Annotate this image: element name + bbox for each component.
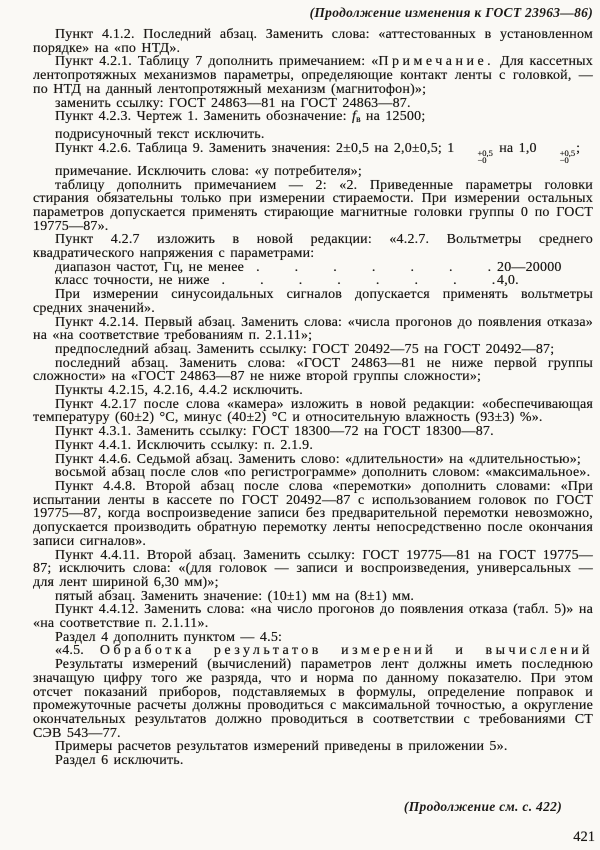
paragraph (33, 480, 593, 549)
text-column (33, 6, 593, 768)
page-number: 421 (573, 829, 595, 845)
text-run: Результаты измерений (вычислений) параметров лент должны иметь последнюю значащую цифру того же разряда, что и норма по данному показателю. При этом отсчет показаний приборов, подставляемых в формулы, определение поправок и промежуточные расчеты должны проводиться с максимальной точностью, а округление окончательных результатов должно проводиться в соответствии с требованиями СТ СЭВ 543—77. (33, 657, 593, 741)
text-run: Обработка результатов измерений и вычислений (99, 643, 593, 659)
leader-line (33, 261, 593, 275)
text-run: подрисуночный текст исключить. (55, 126, 265, 142)
paragraph (33, 425, 593, 439)
text-run: Пункты 4.2.15, 4.2.16, 4.4.2 исключить. (55, 383, 303, 399)
running-header: (Продолжение изменения к ГОСТ 23963—86) (309, 5, 593, 20)
paragraph (33, 740, 593, 754)
continuation-note: (Продолжение см. с. 422) (403, 799, 562, 814)
text-run: Пункт 4.2.6. Таблица 9. Заменить значения: 2±0,5 на 2,0±0,5; 1 (55, 140, 455, 156)
text-run: Пункт 4.4.6. Седьмой абзац. Заменить слово: «длительности» на «длительностью»; (55, 451, 581, 467)
text-run: ; (576, 140, 581, 156)
text-run: пятый абзац. Заменить значение: (10±1) мм на (8±1) мм. (55, 588, 415, 604)
text-run: Примеры расчетов результатов измерений приведены в приложении 5». (55, 739, 508, 755)
text-run: Пункт 4.1.2. Последний абзац. Заменить слова: «аттестованных в установленном порядке» на «по НТД». (33, 27, 593, 56)
paragraph (33, 384, 593, 398)
paragraph (33, 754, 593, 768)
text-run: f (352, 109, 357, 125)
leader-label: класс точности, не ниже (55, 273, 210, 289)
paragraph (33, 110, 593, 128)
text-run: Для кассетных лентопротяжных механизмов параметры, определяющие контакт ленты с головкой, — по НТД на данный лентопротяжный механизм (магнитофон)»; (33, 54, 593, 97)
text-run: Пункт 4.2.3. Чертеж 1. Заменить обозначение: (55, 109, 353, 125)
tolerance-stack: +0,5 −0 (559, 147, 576, 166)
paragraph (33, 55, 593, 96)
paragraph (33, 439, 593, 453)
text-run: последний абзац. Заменить слова: «ГОСТ 24863—81 не ниже первой группы сложности» на «ГОСТ 24863—87 не ниже второй группы сложности»; (33, 355, 593, 385)
text-run: Пункт 4.2.17 после слова «камера» изложить в новой редакции: «обеспечивающая температуру (60±2) °С, минус (40±2) °С и относительную влажность (93±3) %». (33, 396, 593, 426)
text-run: Раздел 6 исключить. (55, 753, 184, 769)
text-run: Раздел 4 дополнить пунктом — 4.5: (55, 629, 283, 645)
paragraph (33, 658, 593, 740)
text-run: Примечание. (378, 54, 495, 70)
text-run: Пункт 4.4.12. Заменить слова: «на число прогонов до появления отказа (табл. 5)» на «на соответствие п. 2.1.11». (33, 602, 593, 632)
text-run: «4.5. (55, 643, 100, 659)
leader-value: 20—20000 (497, 259, 562, 275)
leader-line (33, 274, 593, 288)
text-run: предпоследний абзац. Заменить ссылку: ГОСТ 20492—75 на ГОСТ 20492—87; (55, 341, 555, 357)
paragraph (33, 466, 593, 480)
text-run: Пункт 4.4.8. Второй абзац после слова «перемотки» дополнить словами: «При испытании ленты в кассете по ГОСТ 20492—87 с использованием головок по ГОСТ 19775—87, когда воспроизведение записи без предварительной перемотки невозможно, допускается производить обратную перемотку ленты непосредственно после окончания записи сигналов». (33, 478, 593, 549)
paragraph (33, 549, 593, 590)
dot-leader (210, 274, 498, 288)
paragraph (33, 316, 593, 343)
paragraph (33, 343, 593, 357)
text-run: таблицу дополнить примечанием — 2: «2. Приведенные параметры головки стирания обязательны только при измерении стираемости. При измерении остальных параметров допускается применять стирающие магнитные головки группы 0 по ГОСТ 19775—87». (33, 177, 593, 234)
text-run: на 12500; (360, 109, 426, 125)
paragraph (33, 233, 593, 260)
text-run: Пункт 4.2.1. Таблицу 7 дополнить примечанием: « (55, 54, 379, 70)
text-run: на 1,0 (493, 140, 537, 156)
paragraph (33, 398, 593, 425)
paragraph (33, 165, 593, 179)
text-run: в (356, 115, 361, 126)
paragraph (33, 142, 593, 165)
paragraph (33, 288, 593, 315)
paragraph (33, 179, 593, 234)
text-run: восьмой абзац после слов «по регистрограмме» дополнить словом: «максимальное». (55, 465, 591, 481)
paragraph (33, 128, 593, 142)
text-run: Пункт 4.4.11. Второй абзац. Заменить ссылку: ГОСТ 19775—81 на ГОСТ 19775—87; исключить слова: «(для головок — записи и воспроизведения, универсальных — для лент шириной 6,30 мм)»; (33, 547, 593, 590)
text-run: Пункт 4.3.1. Заменить ссылку: ГОСТ 18300—72 на ГОСТ 18300—87. (55, 424, 494, 440)
dot-leader (244, 261, 497, 275)
paragraph (33, 357, 593, 384)
text-run: Пункт 4.2.14. Первый абзац. Заменить слова: «числа прогонов до появления отказа» на «на соответствие требованиям п. 2.1.11»; (33, 314, 593, 344)
text-run: Пункт 4.4.1. Исключить ссылку: п. 2.1.9. (55, 437, 314, 453)
paragraph (33, 28, 593, 55)
text-run: примечание. Исключить слова: «у потребителя»; (55, 163, 362, 179)
leader-value: 4,0. (497, 273, 519, 289)
tolerance-stack: +0,5 −0 (477, 147, 493, 166)
document-body (33, 28, 593, 768)
leader-label: диапазон частот, Гц, не менее (55, 259, 245, 275)
text-run: При измерении синусоидальных сигналов допускается применять вольтметры средних значений». (33, 287, 593, 316)
text-run: заменить ссылку: ГОСТ 24863—81 на ГОСТ 24863—87. (55, 95, 411, 111)
text-run: Пункт 4.2.7 изложить в новой редакции: «4.2.7. Вольтметры среднего квадратического напряжения с параметрами: (33, 232, 593, 262)
paragraph (33, 603, 593, 630)
